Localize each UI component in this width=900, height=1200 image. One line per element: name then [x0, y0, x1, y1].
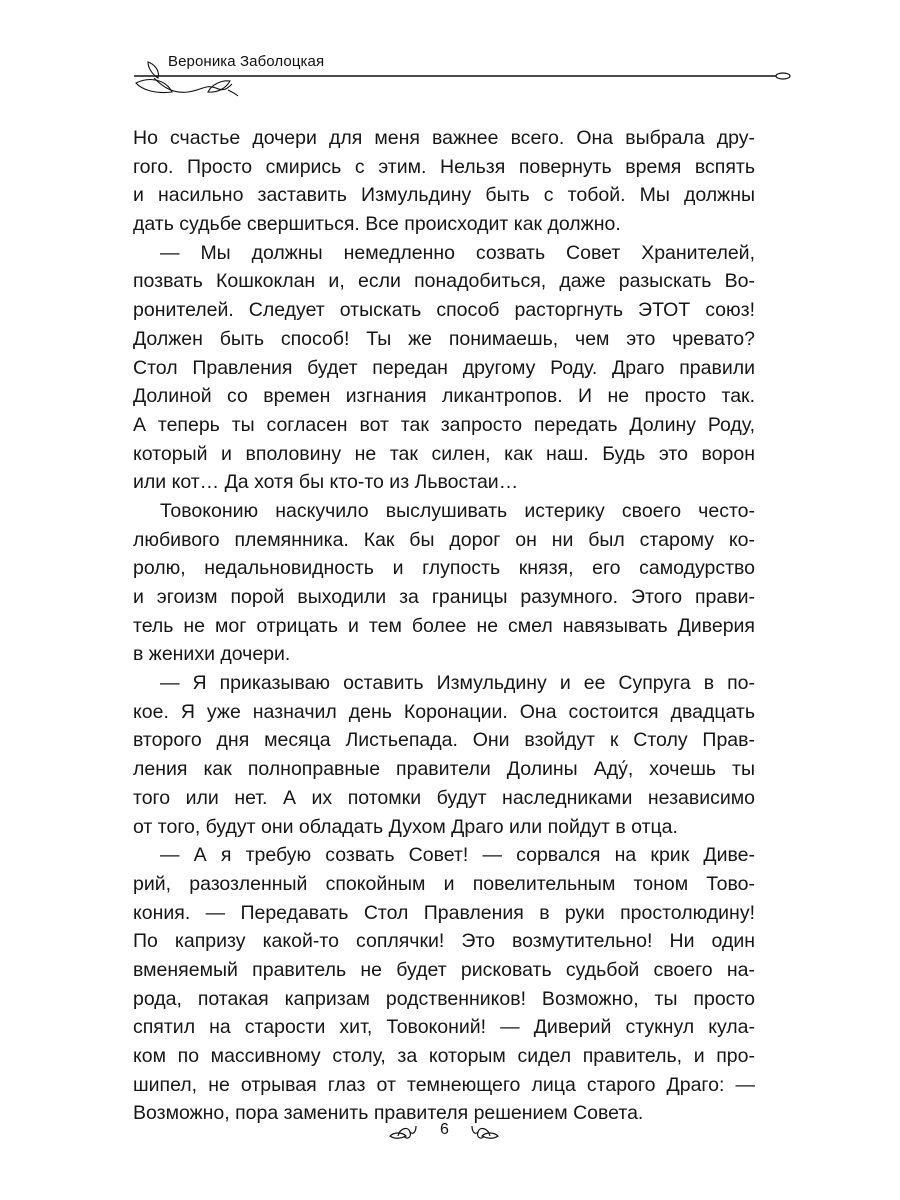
text-line: который и вполовину не так силен, как наш. Будь это ворон	[133, 442, 755, 465]
text-line: того или нет. А их потомки будут наследниками независимо	[133, 786, 755, 809]
text-line: рий, разозленный спокойным и повелительным тоном Тово-	[133, 872, 755, 895]
text-line: ления как полноправные правители Долины Аду́, хочешь ты	[133, 758, 755, 781]
text-line: рода, потакая капризам родственников! Возможно, ты просто	[133, 987, 755, 1010]
text-line: кония. — Передавать Стол Правления в руки простолюдину!	[133, 901, 755, 924]
text-line: шипел, не отрывая глаз от темнеющего лица старого Драго: —	[133, 1073, 755, 1096]
text-line: спятил на старости хит, Товоконий! — Диверий стукнул кула-	[133, 1016, 755, 1039]
swirl-leaf-left-icon	[386, 1122, 422, 1144]
text-line: — Мы должны немедленно созвать Совет Хранителей,	[160, 241, 755, 264]
text-line: второго дня месяца Листьепада. Они взойдут к Столу Прав-	[133, 729, 755, 752]
author-name: Вероника Заболоцкая	[168, 53, 325, 70]
page-body-text	[133, 124, 755, 1128]
text-line: позвать Кошкоклан и, если понадобиться, даже разыскать Во-	[133, 270, 755, 293]
text-line: Долиной со времен изгнания ликантропов. И не просто так.	[133, 385, 755, 408]
text-line: кое. Я уже назначил день Коронации. Она состоится двадцать	[133, 700, 755, 723]
text-line: гого. Просто смирись с этим. Нельзя повернуть время вспять	[133, 155, 755, 178]
text-line: в женихи дочери.	[133, 643, 291, 666]
text-line: Возможно, пора заменить правителя решением Совета.	[133, 1102, 644, 1125]
text-line: Товоконию наскучило выслушивать истерику своего често-	[160, 499, 755, 522]
text-line: от того, будут они обладать Духом Драго или пойдут в отца.	[133, 815, 678, 838]
text-line: тель не мог отрицать и тем более не смел навязывать Диверия	[133, 614, 755, 637]
text-line: А теперь ты согласен вот так запросто передать Долину Роду,	[133, 413, 755, 436]
text-line: Стол Правления будет передан другому Роду. Драго правили	[133, 356, 755, 379]
text-line: вменяемый правитель не будет рисковать судьбой своего на-	[133, 958, 755, 981]
running-header	[132, 50, 802, 110]
text-line: и насильно заставить Измульдину быть с тобой. Мы должны	[133, 184, 755, 207]
text-line: и эгоизм порой выходили за границы разумного. Этого прави-	[133, 586, 755, 608]
page-footer	[380, 1120, 520, 1150]
text-line: ком по массивному столу, за которым сидел правитель, и про-	[133, 1045, 755, 1067]
text-line: или кот… Да хотя бы кто-то из Львостаи…	[133, 471, 519, 494]
text-line: ролю, недальновидность и глупость князя, его самодурство	[133, 557, 755, 580]
text-line: По капризу какой-то соплячки! Это возмутительно! Ни один	[133, 930, 755, 953]
text-line: Должен быть способ! Ты же понимаешь, чем это чревато?	[133, 327, 755, 350]
text-line: — Я приказываю оставить Измульдину и ее Супруга в по-	[160, 672, 755, 695]
text-line: любивого племянника. Как бы дорог он ни был старому ко-	[133, 528, 755, 551]
text-line: — А я требую созвать Совет! — сорвался на крик Диве-	[160, 844, 755, 867]
text-line: Но счастье дочери для меня важнее всего. Она выбрала дру-	[133, 127, 755, 149]
text-line: ронителей. Следует отыскать способ расторгнуть ЭТОТ союз!	[133, 299, 755, 322]
page-number: 6	[440, 1121, 449, 1138]
text-line: дать судьбе свершиться. Все происходит как должно.	[133, 213, 621, 236]
swirl-leaf-right-icon	[466, 1122, 502, 1144]
